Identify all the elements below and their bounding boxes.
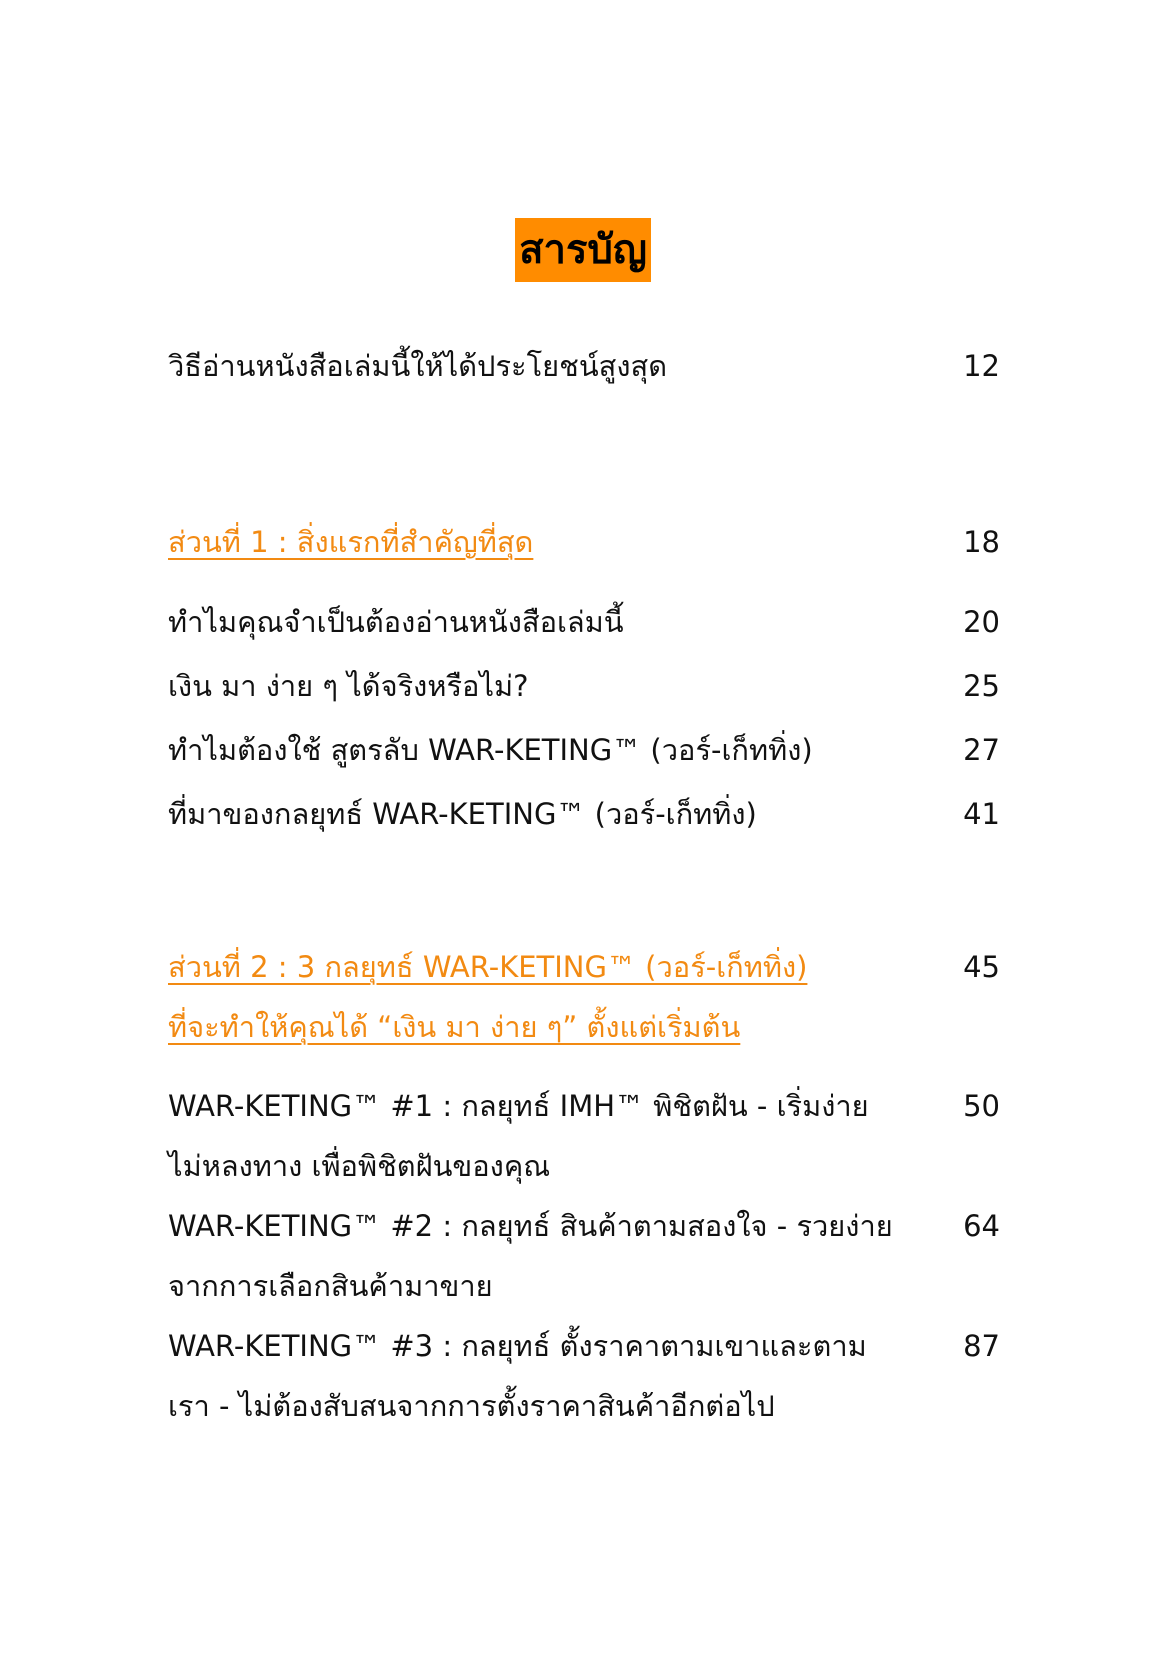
toc-entry-line2: เรา - ไม่ต้องสับสนจากการตั้งราคาสินค้าอีกต่อไป [168, 1389, 775, 1423]
page-title: สารบัญ [515, 218, 651, 282]
toc-entry-text: ทำไมต้องใช้ สูตรลับ WAR-KETING™ (วอร์-เก็ททิ่ง) [168, 733, 813, 767]
toc-entry-page: 87 [963, 1329, 1000, 1363]
toc-entry[interactable] [168, 1076, 1000, 1196]
toc-entry-page: 41 [963, 797, 1000, 831]
toc-entry-page: 64 [963, 1209, 1000, 1243]
toc-entry[interactable] [168, 656, 1000, 716]
toc-entry-page: 25 [963, 669, 1000, 703]
toc-entry-line1: WAR-KETING™ #1 : กลยุทธ์ IMH™ พิชิตฝัน - เริ่มง่าย [168, 1089, 869, 1123]
toc-entry-page: 27 [963, 733, 1000, 767]
toc-entry-text: ทำไมคุณจำเป็นต้องอ่านหนังสือเล่มนี้ [168, 605, 624, 639]
toc-entry-intro[interactable] [168, 336, 1000, 396]
toc-entry[interactable] [168, 720, 1000, 780]
section-heading-line1: ส่วนที่ 2 : 3 กลยุทธ์ WAR-KETING™ (วอร์-เก็ททิ่ง) [168, 950, 808, 984]
section-page: 18 [963, 525, 1000, 559]
section-heading: ส่วนที่ 1 : สิ่งแรกที่สำคัญที่สุด [168, 525, 534, 559]
toc-section-part2[interactable] [168, 937, 1000, 1057]
toc-entry-text [168, 1076, 908, 1196]
toc-entry-line2: จากการเลือกสินค้ามาขาย [168, 1269, 493, 1303]
toc-entry[interactable] [168, 1196, 1000, 1316]
toc-entry[interactable] [168, 592, 1000, 652]
toc-entry-text: วิธีอ่านหนังสือเล่มนี้ให้ได้ประโยชน์สูงสุด [168, 349, 668, 383]
toc-entry-line1: WAR-KETING™ #3 : กลยุทธ์ ตั้งราคาตามเขาและตาม [168, 1329, 867, 1363]
toc-entry-page: 50 [963, 1089, 1000, 1123]
toc-entry[interactable] [168, 784, 1000, 844]
toc-entry-text [168, 1316, 908, 1436]
section-page: 45 [963, 950, 1000, 984]
section-heading-line2: ที่จะทำให้คุณได้ “เงิน มา ง่าย ๆ” ตั้งแต่เริ่มต้น [168, 1010, 741, 1044]
section-heading [168, 937, 908, 1057]
title-wrap [0, 218, 1166, 282]
toc-entry-line1: WAR-KETING™ #2 : กลยุทธ์ สินค้าตามสองใจ - รวยง่าย [168, 1209, 893, 1243]
toc-entry-text: เงิน มา ง่าย ๆ ได้จริงหรือไม่? [168, 669, 529, 703]
toc-entry-text: ที่มาของกลยุทธ์ WAR-KETING™ (วอร์-เก็ททิ่ง) [168, 797, 757, 831]
toc-entry[interactable] [168, 1316, 1000, 1436]
toc-entry-page: 20 [963, 605, 1000, 639]
toc-section-part1[interactable] [168, 512, 1000, 572]
toc-entry-text [168, 1196, 908, 1316]
toc-entry-line2: ไม่หลงทาง เพื่อพิชิตฝันของคุณ [168, 1149, 551, 1183]
toc-entry-page: 12 [963, 349, 1000, 383]
